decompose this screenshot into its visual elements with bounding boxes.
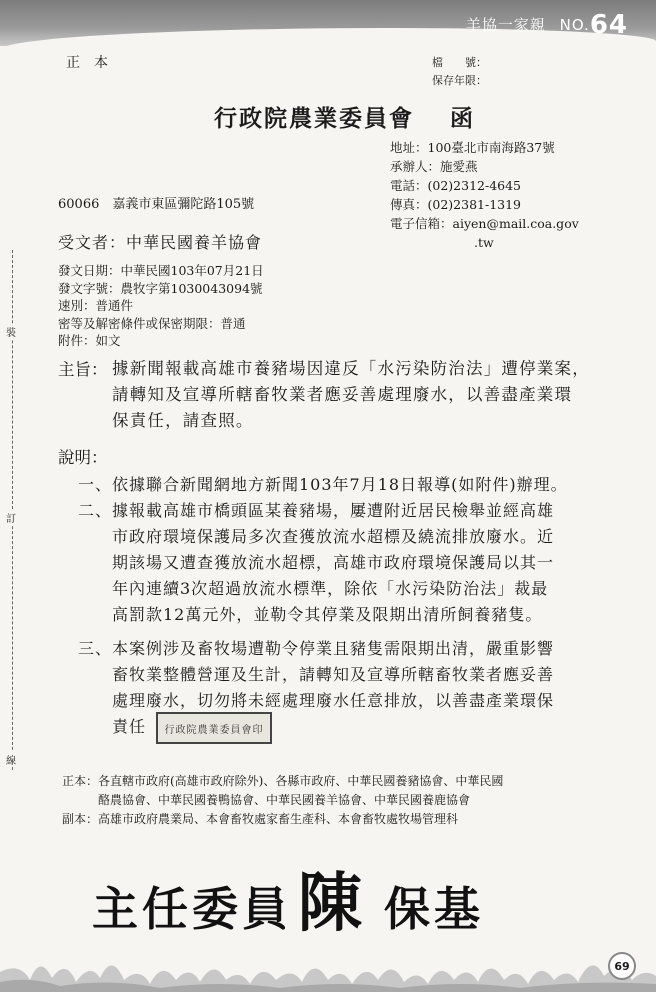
magazine-title	[466, 10, 628, 40]
seal-text: 行政院農業委員會印	[164, 724, 264, 736]
description-item-3	[78, 636, 554, 740]
description-item-2	[78, 498, 554, 628]
item-line: 畜牧業整體營運及生計，請轉知及宣導所轄畜牧業者應妥善	[112, 665, 555, 684]
binding-char: 訂	[6, 510, 16, 525]
contact-officer: 承辦人：施愛燕	[390, 159, 478, 174]
item-line: 據報載高雄市橋頭區某養豬場，屢遭附近居民檢舉並經高雄	[112, 501, 555, 520]
binding-char: 裝	[6, 324, 16, 339]
attachment: 附件：如文	[58, 333, 121, 348]
primary-recipients-cont: 酪農協會、中華民國養鴨協會、中華民國養羊協會、中華民國養鹿協會	[62, 793, 471, 807]
item-line: 責任	[112, 717, 147, 736]
classification: 密等及解密條件或保密期限：普通	[58, 315, 246, 331]
item-line: 本案例涉及畜牧場遭勒令停業且豬隻需限期出清，嚴重影響	[112, 639, 555, 658]
urgency: 速別：普通件	[58, 298, 134, 313]
contact-fax: 傳真：(02)2381-1319	[390, 197, 522, 212]
signature-title: 主任委員	[92, 882, 292, 936]
contact-block	[390, 138, 579, 252]
document-meta	[58, 262, 264, 350]
issue-number: 發文字號：農牧字第1030043094號	[58, 280, 263, 296]
subject-label: 主旨：	[58, 360, 108, 379]
recipient: 受文者：中華民國養羊協會	[58, 233, 263, 252]
signature-name-first: 陳	[298, 866, 366, 941]
primary-recipients: 正本：各直轄市政府(高雄市政府除外)、各縣市政府、中華民國養豬協會、中華民國	[62, 774, 504, 788]
item-line: 期該場又遭查獲放流水超標，高雄市政府環境保護局以其一	[112, 553, 555, 572]
retention-period-label: 保存年限：	[432, 74, 487, 87]
recipient-address: 60066 嘉義市東區彌陀路105號	[58, 197, 255, 212]
item-marker: 一、	[78, 475, 113, 494]
official-seal	[156, 712, 272, 744]
copy-type-label: 正 本	[66, 55, 108, 71]
magazine-name: 羊協一家親	[465, 16, 546, 34]
document-title	[214, 100, 475, 133]
document-type: 函	[450, 105, 475, 132]
issue-prefix: NO.	[559, 16, 590, 34]
issuing-agency: 行政院農業委員會	[214, 105, 414, 132]
grass-decoration	[0, 932, 656, 992]
file-number-label: 檔 號：	[432, 56, 487, 69]
subject-line: 保責任，請查照。	[112, 411, 254, 430]
subject-text	[112, 356, 590, 434]
item-line: 高罰款12萬元外，並勒令其停業及限期出清所飼養豬隻。	[112, 605, 543, 624]
subject-line: 據新聞報載高雄市養豬場因違反「水污染防治法」遭停業案，	[112, 359, 590, 378]
contact-email: 電子信箱：aiyen@mail.coa.gov	[390, 216, 579, 231]
issue-number: 64	[589, 10, 628, 40]
description-item-1	[78, 472, 568, 498]
item-marker: 二、	[78, 501, 113, 520]
page-number-badge: 69	[608, 952, 636, 980]
contact-address: 地址：100臺北市南海路37號	[390, 140, 555, 155]
distribution-list	[62, 772, 503, 829]
signature-name-rest: 保基	[384, 882, 484, 936]
contact-email-cont: .tw	[474, 235, 494, 250]
copy-recipients: 副本：高雄市政府農業局、本會畜牧處家畜生產科、本會畜牧處牧場管理科	[62, 812, 459, 826]
contact-phone: 電話：(02)2312-4645	[390, 178, 522, 193]
description-label: 說明：	[58, 448, 108, 467]
issue-date: 發文日期：中華民國103年07月21日	[58, 263, 264, 278]
signature	[92, 852, 484, 944]
subject-line: 請轉知及宣導所轄畜牧業者應妥善處理廢水，以善盡產業環	[112, 385, 573, 404]
item-marker: 三、	[78, 639, 113, 658]
binding-char: 線	[6, 752, 16, 767]
item-line: 處理廢水，切勿將未經處理廢水任意排放，以善盡產業環保	[112, 691, 555, 710]
item-line: 年內連續3次超過放流水標準，除依「水污染防治法」裁最	[112, 579, 549, 598]
item-line: 依據聯合新聞網地方新聞103年7月18日報導(如附件)辦理。	[112, 475, 568, 494]
item-line: 市政府環境保護局多次查獲放流水超標及繞流排放廢水。近	[112, 527, 555, 546]
